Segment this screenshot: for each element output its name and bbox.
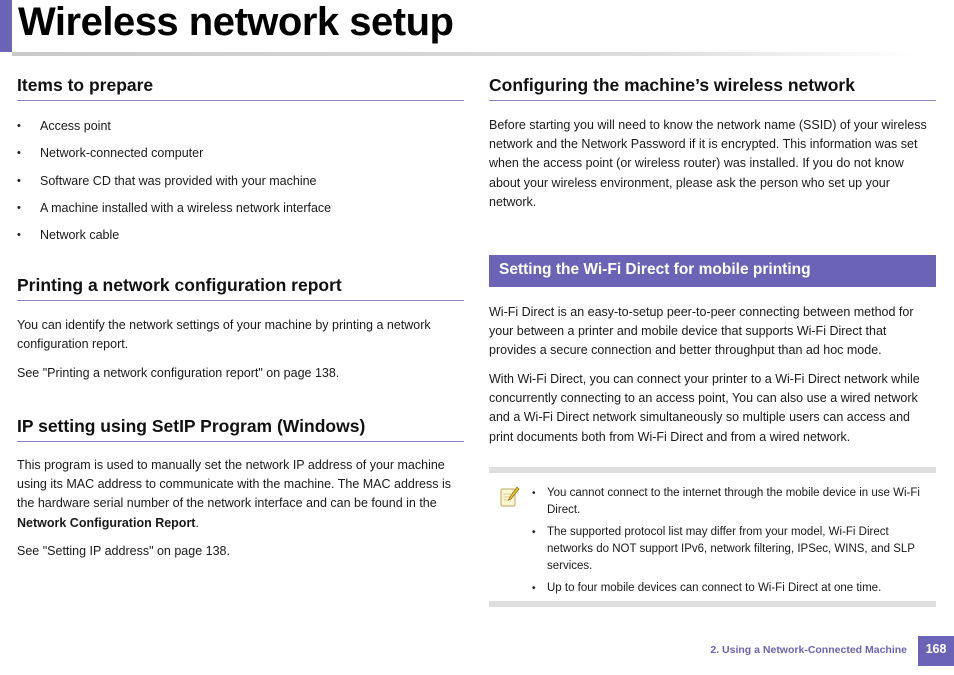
report-paragraph: You can identify the network settings of your machine by printing a network configuration report. xyxy=(17,318,431,352)
section-heading-items: Items to prepare xyxy=(17,74,464,101)
note-box xyxy=(489,467,936,607)
setip-text-end: . xyxy=(195,515,199,530)
setip-reference: See "Setting IP address" on page 138. xyxy=(17,544,230,558)
list-item: • Network-connected computer xyxy=(17,145,464,172)
note-item: • Up to four mobile devices can connect to Wi-Fi Direct at one time. xyxy=(531,580,936,597)
note-item: • You cannot connect to the internet through the mobile device in use Wi-Fi Direct. xyxy=(531,485,936,519)
list-item: • Software CD that was provided with your machine xyxy=(17,173,464,200)
config-paragraph: Before starting you will need to know the network name (SSID) of your wireless network and the Network Password if it is encrypted. This information was set when the access point (or wireless router) was installed. If you do not know about your wireless environment, please ask the person who set up your network. xyxy=(489,118,927,209)
page-title: Wireless network setup xyxy=(18,0,454,44)
items-list xyxy=(17,118,464,254)
list-item: • A machine installed with a wireless network interface xyxy=(17,200,464,227)
section-heading-report: Printing a network configuration report xyxy=(17,274,464,301)
wifi-direct-paragraph-1: Wi-Fi Direct is an easy-to-setup peer-to-peer connecting between method for your between a printer and mobile device that supports Wi-Fi Direct that provides a secure connection and better throughput than ad hoc mode. xyxy=(489,305,914,358)
wifi-direct-banner: Setting the Wi-Fi Direct for mobile printing xyxy=(489,255,936,287)
setip-bold-term: Network Configuration Report xyxy=(17,515,196,530)
list-item: • Access point xyxy=(17,118,464,145)
wifi-direct-paragraph-2: With Wi-Fi Direct, you can connect your printer to a Wi-Fi Direct network while concurrently connecting to an access point, You can also use a wired network and a Wi-Fi Direct network simultaneously so multiple users can access and print documents both from Wi-Fi Direct and from a wired network. xyxy=(489,372,920,444)
title-rule xyxy=(12,52,917,56)
section-heading-config: Configuring the machine’s wireless network xyxy=(489,74,936,101)
report-reference: See "Printing a network configuration report" on page 138. xyxy=(17,366,340,380)
title-accent-bar xyxy=(0,0,12,52)
note-item: • The supported protocol list may differ from your model, Wi-Fi Direct networks do NOT support IPv6, network filtering, IPSec, WINS, and SLP services. xyxy=(531,524,936,575)
footer-chapter: 2. Using a Network-Connected Machine xyxy=(710,644,907,656)
page-number: 168 xyxy=(918,636,954,666)
setip-text: This program is used to manually set the network IP address of your machine using its MAC address to communicate with the machine. The MAC address is the hardware serial number of the network interface and can be found in the xyxy=(17,458,451,511)
section-heading-setip: IP setting using SetIP Program (Windows) xyxy=(17,415,464,442)
note-pencil-icon xyxy=(500,486,520,508)
note-list xyxy=(531,485,936,602)
list-item: • Network cable xyxy=(17,227,464,254)
setip-paragraph xyxy=(17,456,464,533)
